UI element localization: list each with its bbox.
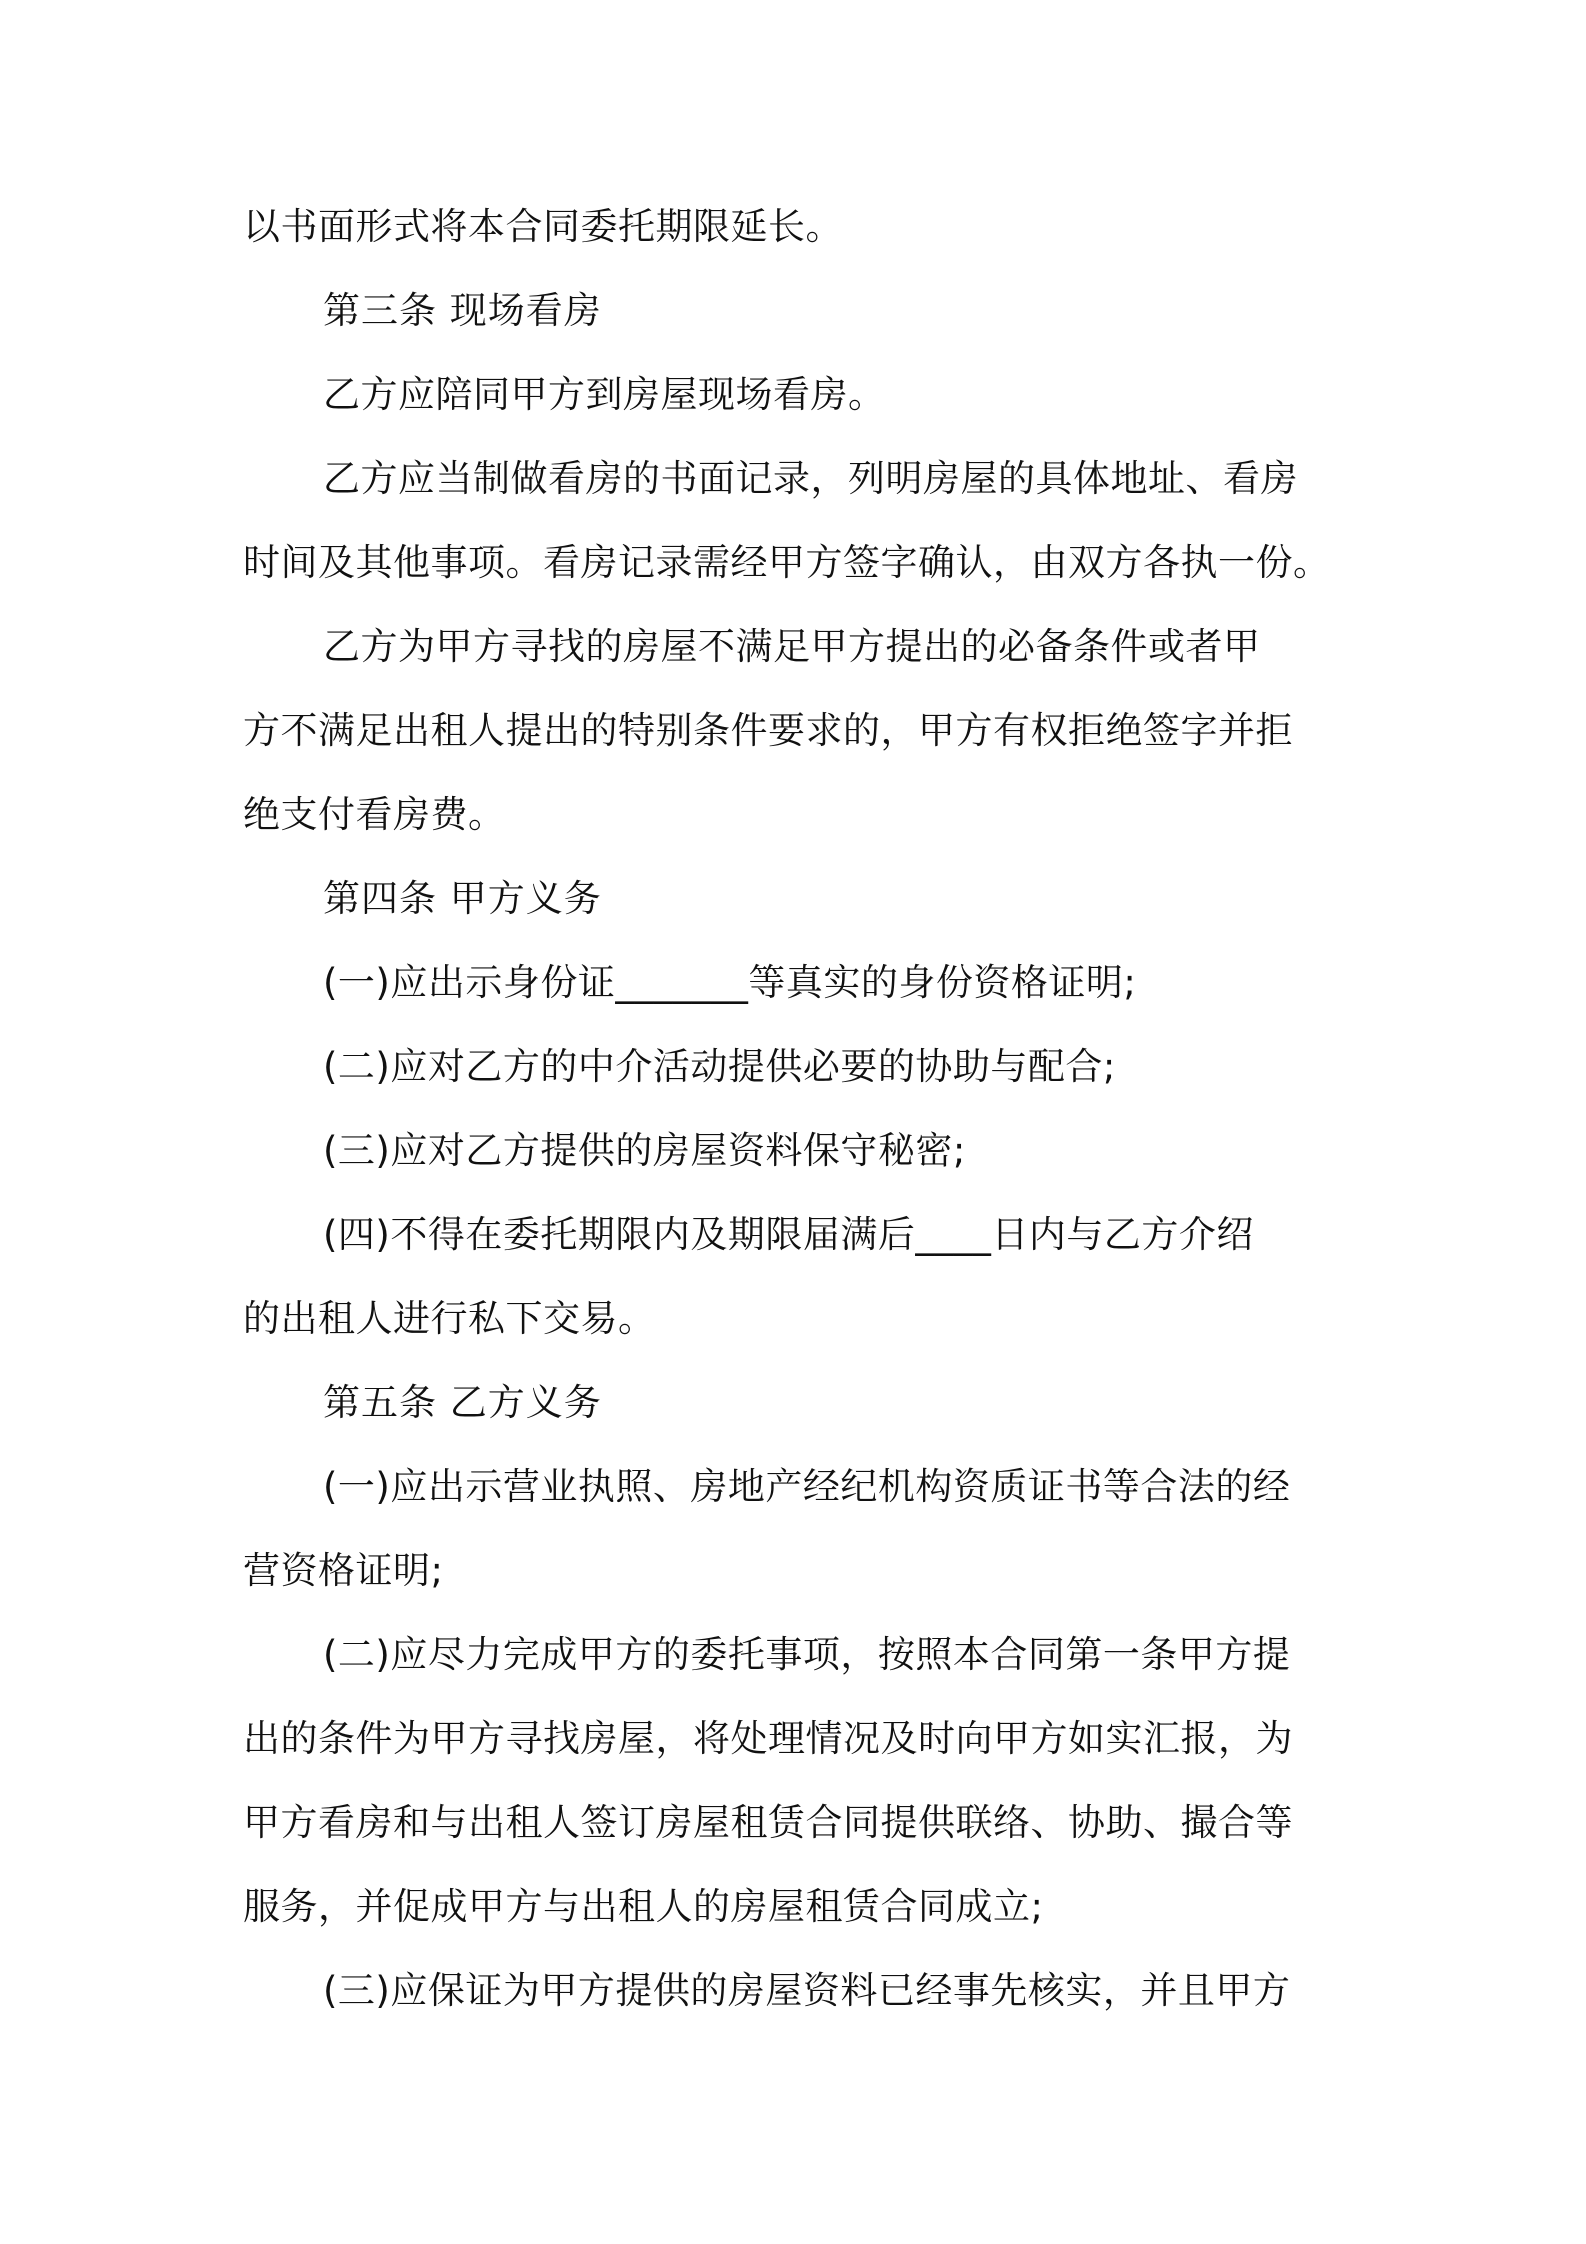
paragraph-line: 营资格证明; [243,1549,444,1592]
section-heading-3: 第三条 现场看房 [323,289,602,332]
list-item: (二)应尽力完成甲方的委托事项，按照本合同第一条甲方提 [323,1633,1291,1676]
paragraph-line: 的出租人进行私下交易。 [243,1297,656,1340]
section-heading-4: 第四条 甲方义务 [323,877,602,920]
section-heading-5: 第五条 乙方义务 [323,1381,602,1424]
list-item: (一)应出示身份证_______等真实的身份资格证明; [323,961,1137,1004]
list-item: (三)应保证为甲方提供的房屋资料已经事先核实，并且甲方 [323,1969,1291,2012]
list-item: (一)应出示营业执照、房地产经纪机构资质证书等合法的经 [323,1465,1291,1508]
paragraph-line: 时间及其他事项。看房记录需经甲方签字确认，由双方各执一份。 [243,541,1331,584]
paragraph-line: 方不满足出租人提出的特别条件要求的，甲方有权拒绝签字并拒 [243,709,1293,752]
paragraph-line: 服务，并促成甲方与出租人的房屋租赁合同成立; [243,1885,1044,1928]
paragraph-line: 出的条件为甲方寻找房屋，将处理情况及时向甲方如实汇报，为 [243,1717,1293,1760]
paragraph-line: 乙方应陪同甲方到房屋现场看房。 [323,373,886,416]
list-item: (四)不得在委托期限内及期限届满后____日内与乙方介绍 [323,1213,1254,1256]
list-item: (三)应对乙方提供的房屋资料保守秘密; [323,1129,966,1172]
paragraph-line: 乙方为甲方寻找的房屋不满足甲方提出的必备条件或者甲 [323,625,1261,668]
paragraph-line: 绝支付看房费。 [243,793,506,836]
paragraph-line: 甲方看房和与出租人签订房屋租赁合同提供联络、协助、撮合等 [243,1801,1293,1844]
list-item: (二)应对乙方的中介活动提供必要的协助与配合; [323,1045,1116,1088]
paragraph-line: 以书面形式将本合同委托期限延长。 [243,205,843,248]
paragraph-line: 乙方应当制做看房的书面记录，列明房屋的具体地址、看房 [323,457,1298,500]
